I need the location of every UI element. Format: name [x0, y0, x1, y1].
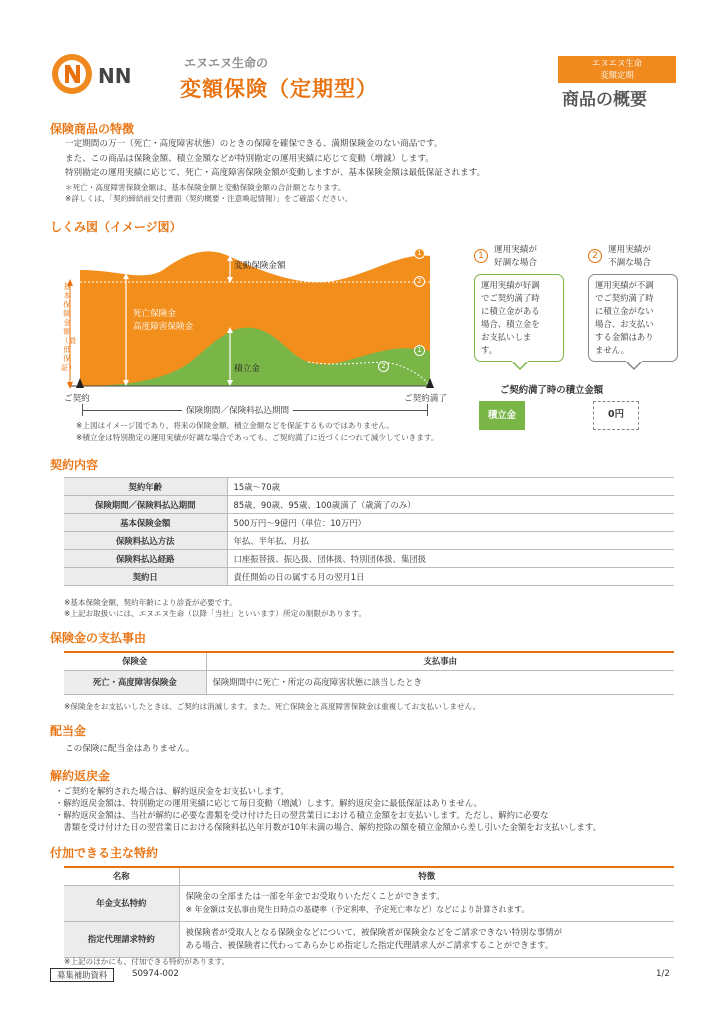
label-reserve: 積立金: [234, 364, 260, 374]
label-death-2: 高度障害保険金: [133, 322, 194, 332]
table-row: 保険料払込経路 口座振替扱、振込扱、団体扱、特別団体扱、集団扱: [64, 550, 674, 568]
diagram-note: ※積立金は特別勘定の運用実績が好調な場合であっても、ご契約満了に近づくにつれて減少していきます。: [76, 433, 439, 442]
marker-1-top: 1: [414, 248, 425, 259]
doc-code: S0974-002: [132, 969, 179, 979]
badge-line2: 変額定期: [600, 70, 634, 80]
contract-table: [64, 477, 674, 586]
surrender-line: 書類を受け付けた日の翌営業日における保険料払込年月数が10年未満の場合、解約控除の額を積立金額から差し引いた金額をお支払いします。: [55, 822, 601, 832]
table-row: 保険料払込方法 年払、半年払、月払: [64, 532, 674, 550]
table-row: 指定代理請求特約 被保険者が受取人となる保険金などについて、被保険者が保険金などをご請求できない特別な事情が ある場合、被保険者に代わってあらかじめ指定した指定代理請求人がご請求することができます。: [64, 921, 674, 957]
page-number: 1/2: [656, 969, 670, 979]
case2-number: 2: [588, 249, 602, 263]
table-row: 年金支払特約 保険金の全部または一部を年金でお受取りいただくことができます。 ※ 年金額は支払事由発生日時点の基礎率（予定利率、予定死亡率など）などにより計算されます。: [64, 885, 674, 921]
case1-title-1: 運用実績が: [494, 245, 537, 255]
contract-end: ご契約満了: [404, 394, 447, 404]
contract-note: ※基本保険金額、契約年齢により診査が必要です。: [64, 598, 237, 607]
table-row: 基本保険金額 500万円～9億円（単位：10万円）: [64, 514, 674, 532]
dividend-title: 配当金: [50, 724, 87, 738]
contract-title: 契約内容: [50, 458, 99, 472]
case1-box: 運用実績が好調 でご契約満了時 に積立金がある 場合、積立金を お支払いしま す。: [474, 274, 564, 362]
case1-box-pointer: [512, 361, 528, 370]
surrender-line: ・解約返戻金額は、特別勘定の運用実績に応じて毎日変動（増減）します。解約返戻金に最低保証はありません。: [55, 798, 482, 808]
product-badge: [558, 56, 676, 83]
features-title: 保険商品の特徴: [50, 122, 135, 136]
nn-logo: [50, 52, 94, 96]
marker-2-low: 2: [378, 361, 389, 372]
rider-desc: ※ 年金額は支払事由発生日時点の基礎率（予定利率、予定死亡率など）などにより計算されます。: [185, 905, 530, 914]
company-name: エヌエヌ生命の: [184, 56, 269, 70]
marker-1-low: 1: [414, 345, 425, 356]
rider-desc: 被保険者が受取人となる保険金などについて、被保険者が保険金などをご請求できない特別な事情が: [185, 927, 563, 937]
case1-title-2: 好調な場合: [494, 258, 537, 268]
label-variable: 変動保険金額: [234, 261, 286, 271]
table-row: 契約日 責任開始の日の属する月の翌月1日: [64, 568, 674, 586]
diagram-title: しくみ図（イメージ図）: [50, 220, 182, 234]
riders-note: ※上記のほかにも、付加できる特約があります。: [64, 957, 230, 966]
maturity-good: 積立金: [479, 401, 525, 430]
maturity-bad: 0円: [593, 401, 639, 430]
case1-number: 1: [474, 249, 488, 263]
badge-line1: エヌエヌ生命: [591, 58, 643, 68]
table-row: 死亡・高度障害保険金 保険期間中に死亡・所定の高度障害状態に該当したとき: [64, 670, 674, 694]
case2-title-2: 不調な場合: [608, 258, 651, 268]
payment-note: ※保険金をお支払いしたときは、ご契約は消滅します。また、死亡保険金と高度障害保険金は重複してお支払いしません。: [64, 702, 481, 711]
summary-label: 商品の概要: [562, 90, 647, 110]
diagram-note: ※上図はイメージ図であり、将来の保険金額、積立金額などを保証するものではありません。: [76, 421, 394, 430]
dividend-text: この保険に配当金はありません。: [65, 744, 195, 754]
features-line: 一定期間の万一（死亡・高度障害状態）のときの保障を確保できる、満期保険金のない商品です。: [65, 139, 443, 149]
surrender-line: ・ご契約を解約された場合は、解約返戻金をお支払いします。: [55, 786, 289, 796]
table-row: 保険期間／保険料払込期間 85歳、90歳、95歳、100歳満了（歳満了のみ）: [64, 496, 674, 514]
period-label: 保険期間／保険料払込期間: [182, 404, 293, 416]
brand-name: NN: [98, 64, 132, 88]
features-note: ※詳しくは、「契約締結前交付書面（契約概要・注意喚起情報）」をご確認ください。: [65, 194, 353, 203]
table-header: 名称 特徴: [64, 867, 674, 885]
maturity-title: ご契約満了時の積立金額: [500, 385, 604, 396]
features-note: ＊死亡・高度障害保険金額は、基本保険金額と変動保険金額の合計額となります。: [65, 183, 346, 192]
rider-desc: 保険金の全部または一部を年金でお受取りいただくことができます。: [185, 891, 445, 901]
case2-box: 運用実績が不調 でご契約満了時 に積立金がない 場合、お支払い する金額はあり ません。: [588, 274, 678, 362]
rider-desc: ある場合、被保険者に代わってあらかじめ指定した指定代理請求人がご請求することができます。: [185, 940, 554, 950]
marker-2-top: 2: [414, 276, 425, 287]
product-title: 変額保険（定期型）: [180, 77, 378, 101]
label-death-1: 死亡保険金: [133, 309, 176, 319]
doc-label: 募集補助資料: [50, 968, 114, 982]
table-row: 契約年齢 15歳～70歳: [64, 478, 674, 496]
riders-title: 付加できる主な特約: [50, 846, 159, 860]
features-line: また、この商品は保険金額、積立金額などが特別勘定の運用実績に応じて変動（増減）します。: [65, 154, 434, 164]
base-amount-vertical: 基本保険金額（最低保証）: [61, 282, 76, 372]
riders-table: [64, 866, 674, 958]
case2-title-1: 運用実績が: [608, 245, 651, 255]
surrender-title: 解約返戻金: [50, 769, 111, 783]
payment-table: [64, 651, 674, 695]
nn-logo-icon: [50, 52, 94, 96]
features-line: 特別勘定の運用実績に応じて、死亡・高度障害保険金額が変動しますが、基本保険金額は最低保証されます。: [65, 168, 486, 178]
case2-box-pointer: [626, 361, 642, 370]
payment-title: 保険金の支払事由: [50, 631, 147, 645]
contract-start: ご契約: [64, 394, 90, 404]
surrender-line: ・解約返戻金額は、当社が解約に必要な書類を受け付けた日の翌営業日における積立金額をお支払いします。ただし、解約に必要な: [55, 810, 549, 820]
table-header: 保険金 支払事由: [64, 652, 674, 670]
contract-note: ※上記お取扱いには、エヌエヌ生命（以降「当社」といいます）所定の制限があります。: [64, 609, 366, 618]
